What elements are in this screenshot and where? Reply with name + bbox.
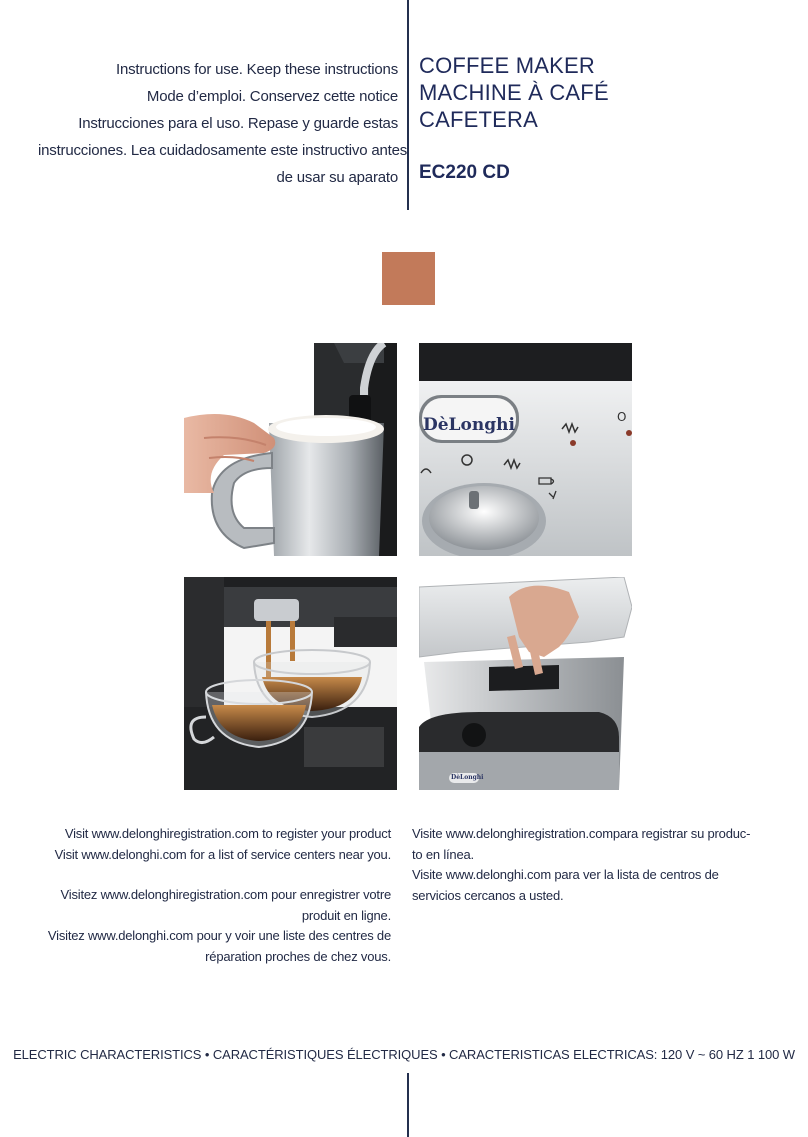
visit-line: produit en ligne. (301, 907, 391, 923)
electric-characteristics: ELECTRIC CHARACTERISTICS • CARACTÉRISTIQUES ÉLECTRIQUES • CARACTERISTICAS ELECTRICAS: 120 V ~ 60 HZ 1 100 W (13, 1047, 795, 1062)
visit-line: Visitez www.delonghiregistration.com pour enregistrer votre (60, 887, 391, 902)
instructions-line: Mode d’emploi. Conservez cette notice (146, 88, 398, 105)
visit-line: Visite www.delonghiregistration.compara registrar su produc- (412, 826, 751, 841)
instructions-line: Instructions for use. Keep these instructions (116, 61, 398, 78)
control-symbols (419, 343, 632, 556)
color-swatch (382, 252, 435, 305)
footer-divider (407, 1073, 409, 1137)
title-en: COFFEE MAKER (419, 53, 595, 78)
model-number: EC220 CD (419, 162, 510, 183)
espresso-cups-photo (184, 577, 397, 790)
svg-text:O: O (617, 410, 627, 424)
water-tank-illustration (419, 577, 632, 790)
visit-line: Visit www.delonghi.com for a list of service centers near you. (54, 846, 391, 862)
instructions-line: Instrucciones para el uso. Repase y guarde estas (78, 115, 398, 132)
visit-line: Visitez www.delonghi.com pour y voir une liste des centres de (47, 928, 391, 943)
milk-frothing-illustration (184, 343, 397, 556)
water-tank-photo (419, 577, 632, 790)
control-panel-photo (419, 343, 632, 556)
visit-right-block (412, 824, 762, 906)
visit-line: réparation proches de chez vous. (205, 948, 391, 964)
spacer (11, 865, 391, 885)
visit-line: Visit www.delonghiregistration.com to register your product (64, 826, 391, 841)
visit-left-block (11, 824, 391, 967)
brand-logo: DèLonghi (423, 415, 515, 435)
title-es: CAFETERA (419, 107, 538, 132)
milk-frothing-photo (184, 343, 397, 556)
instructions-line: instrucciones. Lea cuidadosamente este instructivo antes (38, 142, 408, 159)
visit-line: to en línea. (412, 846, 474, 862)
espresso-cups-illustration (184, 577, 397, 790)
small-brand-logo: DèLonghi (451, 774, 484, 781)
title-fr: MACHINE À CAFÉ (419, 80, 609, 105)
instructions-line: de usar su aparato (276, 169, 398, 186)
product-titles (419, 52, 609, 133)
visit-line: servicios cercanos a usted. (412, 887, 564, 903)
visit-line: Visite www.delonghi.com para ver la lista de centros de (412, 867, 719, 882)
header-divider (407, 0, 409, 210)
instructions-block (38, 56, 408, 191)
